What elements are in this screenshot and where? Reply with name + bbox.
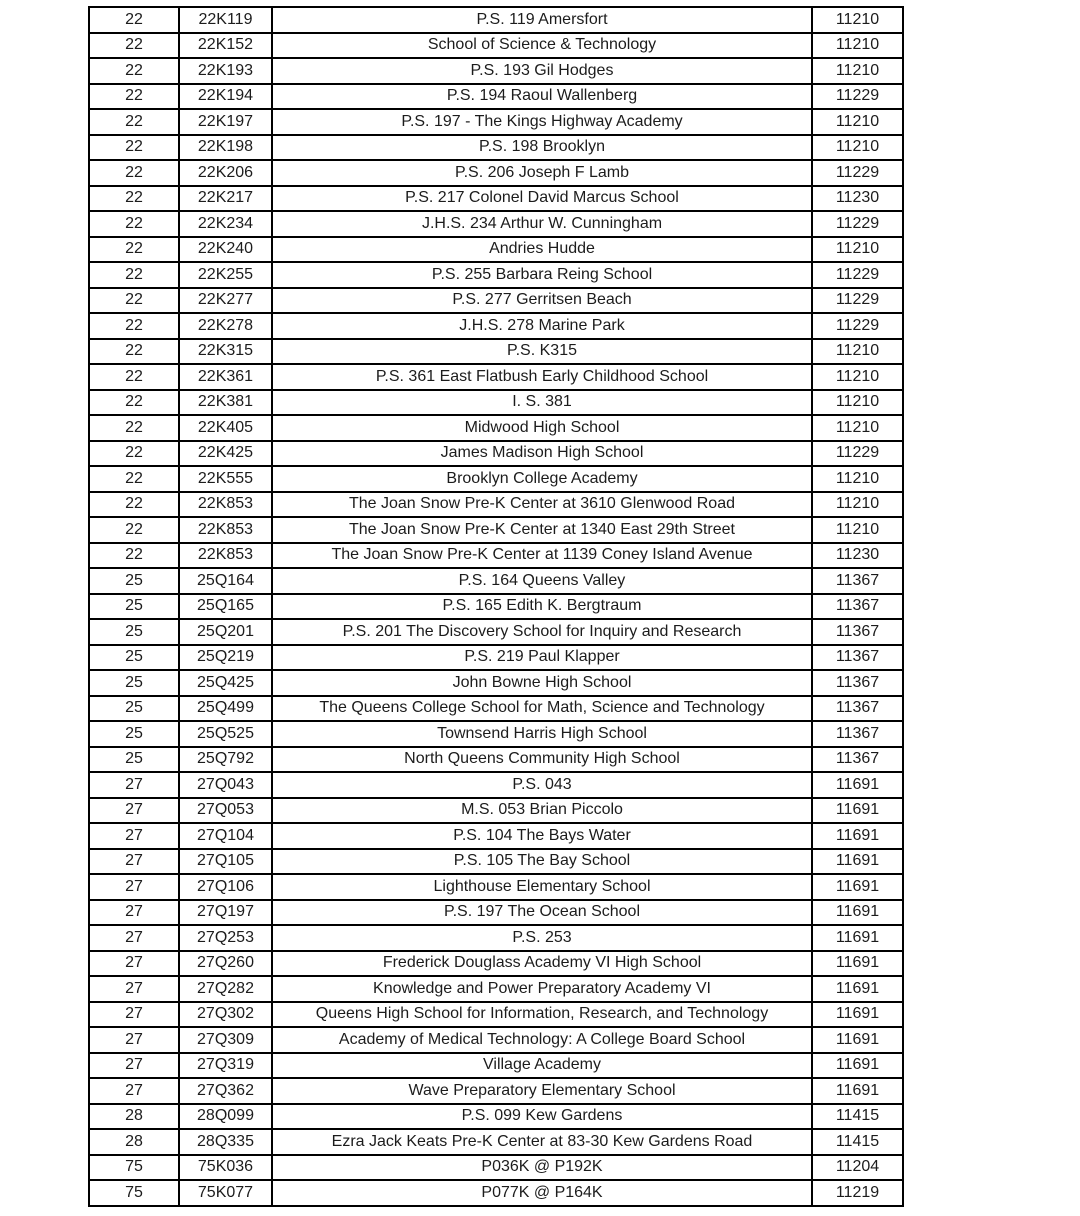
cell-zip: 11415 — [812, 1129, 903, 1155]
cell-district: 27 — [89, 772, 179, 798]
schools-table — [88, 6, 904, 1207]
cell-district: 25 — [89, 696, 179, 722]
cell-district: 25 — [89, 568, 179, 594]
cell-district: 27 — [89, 1002, 179, 1028]
cell-school-name: Queens High School for Information, Research, and Technology — [272, 1002, 812, 1028]
cell-district: 22 — [89, 237, 179, 263]
cell-school-name: P.S. 219 Paul Klapper — [272, 645, 812, 671]
cell-district: 27 — [89, 823, 179, 849]
cell-school-name: Frederick Douglass Academy VI High School — [272, 951, 812, 977]
cell-school-name: P.S. 217 Colonel David Marcus School — [272, 186, 812, 212]
cell-zip: 11210 — [812, 364, 903, 390]
cell-school-name: P.S. 277 Gerritsen Beach — [272, 288, 812, 314]
cell-school-name: P.S. 197 - The Kings Highway Academy — [272, 109, 812, 135]
cell-district: 22 — [89, 364, 179, 390]
cell-code: 22K277 — [179, 288, 272, 314]
table-row — [89, 645, 903, 671]
cell-school-name: School of Science & Technology — [272, 33, 812, 59]
cell-school-name: The Joan Snow Pre-K Center at 1340 East 29th Street — [272, 517, 812, 543]
table-row — [89, 1078, 903, 1104]
cell-district: 27 — [89, 798, 179, 824]
cell-code: 27Q106 — [179, 874, 272, 900]
cell-zip: 11691 — [812, 925, 903, 951]
cell-zip: 11691 — [812, 1002, 903, 1028]
table-row — [89, 109, 903, 135]
cell-code: 75K036 — [179, 1155, 272, 1181]
cell-zip: 11691 — [812, 951, 903, 977]
table-row — [89, 798, 903, 824]
cell-school-name: Academy of Medical Technology: A College Board School — [272, 1027, 812, 1053]
cell-district: 27 — [89, 925, 179, 951]
cell-district: 22 — [89, 288, 179, 314]
cell-zip: 11210 — [812, 7, 903, 33]
cell-zip: 11229 — [812, 262, 903, 288]
cell-zip: 11367 — [812, 696, 903, 722]
cell-zip: 11229 — [812, 211, 903, 237]
table-row — [89, 721, 903, 747]
cell-code: 22K240 — [179, 237, 272, 263]
table-row — [89, 211, 903, 237]
table-row — [89, 339, 903, 365]
table-row — [89, 415, 903, 441]
cell-zip: 11204 — [812, 1155, 903, 1181]
cell-code: 22K361 — [179, 364, 272, 390]
cell-district: 27 — [89, 1027, 179, 1053]
cell-zip: 11691 — [812, 874, 903, 900]
cell-district: 22 — [89, 33, 179, 59]
cell-code: 28Q099 — [179, 1104, 272, 1130]
cell-code: 25Q425 — [179, 670, 272, 696]
cell-code: 25Q201 — [179, 619, 272, 645]
cell-code: 27Q302 — [179, 1002, 272, 1028]
cell-code: 22K194 — [179, 84, 272, 110]
cell-code: 22K206 — [179, 160, 272, 186]
cell-zip: 11229 — [812, 441, 903, 467]
cell-school-name: J.H.S. 278 Marine Park — [272, 313, 812, 339]
cell-code: 27Q309 — [179, 1027, 272, 1053]
cell-code: 27Q362 — [179, 1078, 272, 1104]
cell-school-name: Lighthouse Elementary School — [272, 874, 812, 900]
cell-school-name: M.S. 053 Brian Piccolo — [272, 798, 812, 824]
cell-code: 27Q105 — [179, 849, 272, 875]
cell-school-name: P.S. 198 Brooklyn — [272, 135, 812, 161]
cell-district: 25 — [89, 721, 179, 747]
cell-code: 22K152 — [179, 33, 272, 59]
cell-district: 22 — [89, 160, 179, 186]
cell-code: 27Q260 — [179, 951, 272, 977]
cell-school-name: John Bowne High School — [272, 670, 812, 696]
cell-code: 27Q197 — [179, 900, 272, 926]
table-row — [89, 594, 903, 620]
table-row — [89, 288, 903, 314]
cell-zip: 11229 — [812, 288, 903, 314]
table-row — [89, 747, 903, 773]
cell-school-name: Brooklyn College Academy — [272, 466, 812, 492]
table-row — [89, 84, 903, 110]
table-row — [89, 976, 903, 1002]
cell-school-name: P.S. 164 Queens Valley — [272, 568, 812, 594]
table-row — [89, 7, 903, 33]
cell-school-name: Knowledge and Power Preparatory Academy VI — [272, 976, 812, 1002]
cell-district: 22 — [89, 339, 179, 365]
cell-zip: 11210 — [812, 492, 903, 518]
cell-code: 22K197 — [179, 109, 272, 135]
cell-code: 22K555 — [179, 466, 272, 492]
table-row — [89, 696, 903, 722]
cell-district: 22 — [89, 390, 179, 416]
cell-zip: 11367 — [812, 721, 903, 747]
cell-code: 22K119 — [179, 7, 272, 33]
cell-zip: 11230 — [812, 543, 903, 569]
cell-school-name: P.S. 099 Kew Gardens — [272, 1104, 812, 1130]
cell-code: 25Q499 — [179, 696, 272, 722]
cell-zip: 11210 — [812, 237, 903, 263]
cell-district: 22 — [89, 543, 179, 569]
cell-code: 22K853 — [179, 517, 272, 543]
cell-zip: 11691 — [812, 798, 903, 824]
table-row — [89, 670, 903, 696]
cell-zip: 11367 — [812, 594, 903, 620]
cell-zip: 11219 — [812, 1180, 903, 1206]
cell-zip: 11415 — [812, 1104, 903, 1130]
cell-district: 25 — [89, 619, 179, 645]
cell-zip: 11367 — [812, 645, 903, 671]
cell-zip: 11367 — [812, 619, 903, 645]
cell-zip: 11367 — [812, 568, 903, 594]
cell-school-name: P.S. 043 — [272, 772, 812, 798]
table-row — [89, 568, 903, 594]
cell-zip: 11691 — [812, 900, 903, 926]
cell-district: 27 — [89, 1078, 179, 1104]
cell-school-name: P.S. 119 Amersfort — [272, 7, 812, 33]
cell-school-name: North Queens Community High School — [272, 747, 812, 773]
cell-district: 22 — [89, 7, 179, 33]
cell-school-name: P.S. 193 Gil Hodges — [272, 58, 812, 84]
cell-code: 25Q164 — [179, 568, 272, 594]
cell-zip: 11230 — [812, 186, 903, 212]
table-row — [89, 1129, 903, 1155]
cell-district: 25 — [89, 645, 179, 671]
cell-school-name: P.S. 255 Barbara Reing School — [272, 262, 812, 288]
cell-district: 22 — [89, 84, 179, 110]
cell-code: 27Q282 — [179, 976, 272, 1002]
table-row — [89, 900, 903, 926]
cell-zip: 11210 — [812, 517, 903, 543]
cell-zip: 11691 — [812, 1078, 903, 1104]
cell-district: 22 — [89, 262, 179, 288]
cell-school-name: Village Academy — [272, 1053, 812, 1079]
cell-code: 25Q165 — [179, 594, 272, 620]
cell-zip: 11691 — [812, 1053, 903, 1079]
cell-zip: 11367 — [812, 747, 903, 773]
table-row — [89, 1180, 903, 1206]
cell-school-name: P.S. 201 The Discovery School for Inquiry and Research — [272, 619, 812, 645]
cell-school-name: P.S. K315 — [272, 339, 812, 365]
cell-code: 22K425 — [179, 441, 272, 467]
cell-district: 27 — [89, 849, 179, 875]
cell-zip: 11229 — [812, 160, 903, 186]
cell-school-name: I. S. 381 — [272, 390, 812, 416]
cell-zip: 11229 — [812, 313, 903, 339]
cell-code: 27Q053 — [179, 798, 272, 824]
cell-code: 22K315 — [179, 339, 272, 365]
table-row — [89, 466, 903, 492]
table-row — [89, 58, 903, 84]
cell-district: 25 — [89, 670, 179, 696]
cell-code: 28Q335 — [179, 1129, 272, 1155]
table-row — [89, 619, 903, 645]
cell-district: 28 — [89, 1129, 179, 1155]
cell-zip: 11229 — [812, 84, 903, 110]
cell-school-name: P.S. 165 Edith K. Bergtraum — [272, 594, 812, 620]
table-row — [89, 390, 903, 416]
table-row — [89, 33, 903, 59]
cell-code: 22K217 — [179, 186, 272, 212]
cell-school-name: Wave Preparatory Elementary School — [272, 1078, 812, 1104]
cell-zip: 11210 — [812, 466, 903, 492]
table-row — [89, 951, 903, 977]
cell-district: 22 — [89, 466, 179, 492]
cell-code: 22K198 — [179, 135, 272, 161]
table-row — [89, 849, 903, 875]
table-row — [89, 1002, 903, 1028]
table-row — [89, 925, 903, 951]
cell-district: 25 — [89, 747, 179, 773]
cell-code: 25Q219 — [179, 645, 272, 671]
cell-district: 75 — [89, 1155, 179, 1181]
table-row — [89, 313, 903, 339]
cell-zip: 11367 — [812, 670, 903, 696]
table-row — [89, 772, 903, 798]
cell-code: 25Q525 — [179, 721, 272, 747]
table-row — [89, 237, 903, 263]
table-row — [89, 1104, 903, 1130]
cell-school-name: J.H.S. 234 Arthur W. Cunningham — [272, 211, 812, 237]
cell-zip: 11210 — [812, 339, 903, 365]
cell-district: 22 — [89, 441, 179, 467]
cell-code: 22K381 — [179, 390, 272, 416]
cell-district: 27 — [89, 976, 179, 1002]
cell-district: 22 — [89, 211, 179, 237]
cell-district: 22 — [89, 135, 179, 161]
cell-district: 22 — [89, 492, 179, 518]
cell-school-name: Townsend Harris High School — [272, 721, 812, 747]
cell-zip: 11210 — [812, 33, 903, 59]
cell-zip: 11210 — [812, 58, 903, 84]
cell-code: 22K278 — [179, 313, 272, 339]
cell-code: 75K077 — [179, 1180, 272, 1206]
cell-zip: 11210 — [812, 135, 903, 161]
cell-code: 25Q792 — [179, 747, 272, 773]
cell-district: 27 — [89, 874, 179, 900]
cell-zip: 11210 — [812, 415, 903, 441]
cell-school-name: P.S. 194 Raoul Wallenberg — [272, 84, 812, 110]
cell-code: 27Q319 — [179, 1053, 272, 1079]
cell-school-name: Andries Hudde — [272, 237, 812, 263]
cell-zip: 11691 — [812, 823, 903, 849]
cell-district: 22 — [89, 58, 179, 84]
cell-code: 22K853 — [179, 543, 272, 569]
cell-zip: 11691 — [812, 772, 903, 798]
table-row — [89, 517, 903, 543]
cell-school-name: P.S. 104 The Bays Water — [272, 823, 812, 849]
table-row — [89, 543, 903, 569]
cell-district: 75 — [89, 1180, 179, 1206]
cell-school-name: P.S. 361 East Flatbush Early Childhood School — [272, 364, 812, 390]
cell-school-name: The Joan Snow Pre-K Center at 3610 Glenwood Road — [272, 492, 812, 518]
cell-school-name: P077K @ P164K — [272, 1180, 812, 1206]
cell-district: 22 — [89, 313, 179, 339]
cell-code: 22K255 — [179, 262, 272, 288]
table-row — [89, 441, 903, 467]
cell-school-name: P.S. 197 The Ocean School — [272, 900, 812, 926]
table-row — [89, 135, 903, 161]
cell-district: 27 — [89, 951, 179, 977]
cell-district: 28 — [89, 1104, 179, 1130]
cell-zip: 11691 — [812, 976, 903, 1002]
cell-school-name: P.S. 253 — [272, 925, 812, 951]
cell-school-name: P.S. 206 Joseph F Lamb — [272, 160, 812, 186]
cell-school-name: Ezra Jack Keats Pre-K Center at 83-30 Kew Gardens Road — [272, 1129, 812, 1155]
cell-code: 22K193 — [179, 58, 272, 84]
cell-school-name: Midwood High School — [272, 415, 812, 441]
cell-school-name: The Queens College School for Math, Science and Technology — [272, 696, 812, 722]
table-row — [89, 1155, 903, 1181]
cell-code: 22K853 — [179, 492, 272, 518]
table-row — [89, 364, 903, 390]
table-row — [89, 186, 903, 212]
cell-school-name: The Joan Snow Pre-K Center at 1139 Coney Island Avenue — [272, 543, 812, 569]
cell-zip: 11210 — [812, 109, 903, 135]
cell-school-name: P036K @ P192K — [272, 1155, 812, 1181]
table-row — [89, 492, 903, 518]
cell-code: 27Q253 — [179, 925, 272, 951]
cell-district: 22 — [89, 517, 179, 543]
cell-district: 22 — [89, 186, 179, 212]
cell-school-name: P.S. 105 The Bay School — [272, 849, 812, 875]
cell-code: 27Q043 — [179, 772, 272, 798]
cell-district: 27 — [89, 1053, 179, 1079]
table-row — [89, 823, 903, 849]
cell-code: 27Q104 — [179, 823, 272, 849]
cell-zip: 11210 — [812, 390, 903, 416]
cell-district: 22 — [89, 109, 179, 135]
table-row — [89, 1053, 903, 1079]
cell-code: 22K234 — [179, 211, 272, 237]
cell-zip: 11691 — [812, 1027, 903, 1053]
table-row — [89, 1027, 903, 1053]
table-row — [89, 874, 903, 900]
cell-district: 27 — [89, 900, 179, 926]
cell-zip: 11691 — [812, 849, 903, 875]
cell-code: 22K405 — [179, 415, 272, 441]
table-row — [89, 160, 903, 186]
cell-district: 22 — [89, 415, 179, 441]
cell-district: 25 — [89, 594, 179, 620]
table-row — [89, 262, 903, 288]
cell-school-name: James Madison High School — [272, 441, 812, 467]
